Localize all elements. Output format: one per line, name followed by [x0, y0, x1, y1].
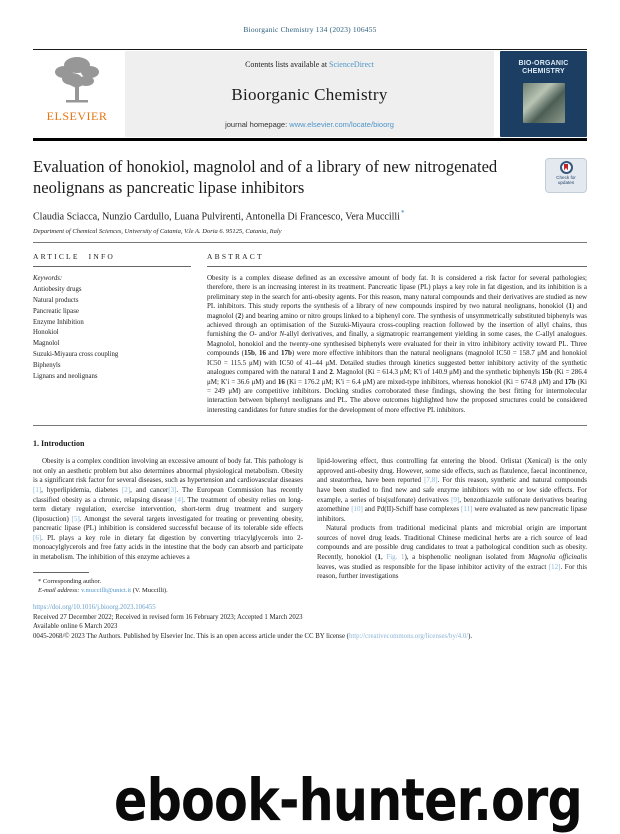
email-label: E-mail address: — [38, 587, 82, 595]
journal-cover-thumbnail[interactable] — [500, 51, 587, 137]
contents-prefix: Contents lists available at — [245, 60, 330, 69]
inline-reference-link[interactable]: [1] — [33, 485, 42, 494]
contents-line — [245, 60, 374, 69]
inline-reference-link[interactable]: [12] — [548, 562, 561, 571]
text-segment: , hyperlipidemia, diabetes — [41, 485, 122, 494]
bookmark-icon — [564, 164, 568, 171]
text-segment: O — [249, 330, 255, 339]
license-link[interactable]: http://creativecommons.org/licenses/by/4.0/ — [348, 632, 469, 640]
inline-reference-link[interactable]: [7,8] — [424, 476, 438, 485]
footnote-corresponding: * Corresponding author. — [38, 577, 102, 585]
doi-line — [33, 603, 587, 613]
update-emblem-icon — [560, 161, 573, 174]
keyword: Enzyme Inhibition — [33, 318, 84, 326]
cover-title — [518, 60, 568, 75]
journal-header — [33, 50, 587, 138]
elsevier-tree-icon — [50, 54, 104, 108]
inline-reference-link[interactable]: [2] — [121, 485, 131, 494]
text-segment: -allyl analogues. Magnolol, honokiol and the twenty-one synthesised biphenyls were evaluated for their in vitro inhibitory activity toward PL. Three compounds ( — [207, 330, 588, 358]
text-segment: ) and magnolol ( — [207, 302, 587, 320]
intro-paragraph — [317, 524, 587, 582]
text-segment: 15b — [541, 368, 553, 377]
footnote-email-line — [33, 586, 303, 596]
journal-homepage-link[interactable]: www.elsevier.com/locate/bioorg — [289, 120, 394, 129]
text-segment: . For this reason, further investigations — [317, 562, 587, 581]
heading-rule — [33, 266, 191, 267]
text-segment: 17b — [564, 377, 576, 386]
keyword: Biphenyls — [33, 362, 61, 370]
text-segment: 2 — [329, 368, 333, 377]
inline-reference-link[interactable]: [4] — [175, 495, 184, 504]
text-segment: , benzothiazole sulfonate derivatives bearing azomethine — [317, 495, 587, 514]
keyword: Honokiol — [33, 329, 59, 337]
text-segment: 16 — [259, 349, 267, 358]
abstract-column — [207, 252, 587, 415]
text-segment: 1 — [312, 368, 316, 377]
intro-right-column — [317, 457, 587, 596]
keyword: Antiobesity drugs — [33, 285, 82, 293]
text-segment: (Ki = 176.2 μM; K′i = 6.4 μM) are mixed-type inhibitors, whereas honokiol (Ki = 674.8 μM) and — [284, 377, 565, 386]
article-title: Evaluation of honokiol, magnolol and of a library of new nitrogenated neolignans as pancreatic lipase inhibitors — [33, 156, 498, 197]
article-footer — [33, 603, 587, 641]
watermark-text: ebook-hunter.org — [114, 766, 582, 834]
keyword: Magnolol — [33, 340, 60, 348]
text-segment: were evaluated as new pancreatic lipase inhibitors. — [317, 505, 588, 523]
copyright-suffix: ). — [468, 632, 473, 640]
journal-reference: Bioorganic Chemistry 134 (2023) 106455 — [243, 25, 377, 34]
text-segment: , — [381, 553, 387, 562]
text-segment: and — [266, 349, 281, 358]
email-link[interactable]: v.muccilli@unict.it — [81, 587, 132, 595]
text-segment: leaves, was studied as responsible for the lipase inhibitor activity of the extract — [317, 562, 549, 571]
copyright-text: 0045-2068/© 2023 The Authors. Published by Elsevier Inc. This is an open access article under the CC BY license ( — [33, 632, 349, 640]
title-row — [33, 156, 587, 198]
inline-reference-link[interactable]: [10] — [351, 505, 363, 514]
text-segment: ) and bearing amino or nitro groups linked to a biphenyl core. The synthesis of unsymmetrically substituted biphenyls was achieved through an optimisation of the Suzuki-Miyaura cross-coupling reaction followed by the insertion of allyl chains, thus furnishing the — [207, 311, 587, 339]
intro-paragraph — [33, 457, 303, 563]
text-segment: and — [315, 368, 330, 377]
text-segment: 17b — [280, 349, 292, 358]
text-segment: . Amongst the several targets investigated for treating or preventing obesity, pancreatic lipase (PL) inhibition is considered successful because of its tolerable side effects — [33, 514, 303, 533]
cover-title-line1: BIO-ORGANIC — [518, 60, 569, 67]
inline-reference-link[interactable]: [3] — [168, 485, 177, 494]
inline-reference-link[interactable]: [9] — [451, 495, 460, 504]
body-columns — [33, 457, 587, 596]
text-segment: Obesity is a complex condition involving an excessive amount of body fat. This pathology is not only an aesthetic problem but also determines abnormal physiological metabolism. Obesity is a significant risk factor for several diseases, such as hypertension and cardiovascular diseases — [33, 457, 303, 485]
text-segment: Magnolia officinalis — [528, 553, 587, 562]
text-segment: N — [279, 330, 285, 339]
inline-reference-link[interactable]: [11] — [461, 505, 473, 514]
article-info-heading: ARTICLE INFO — [33, 252, 115, 262]
text-segment: 15b — [244, 349, 255, 358]
check-for-updates-badge[interactable] — [545, 158, 587, 193]
text-segment: . The treatment of obesity relies on long-term dietary regulation, exercise intervention, short-term drug treatment and surgery (liposuction) — [33, 495, 303, 523]
intro-paragraph — [317, 457, 587, 524]
authors-line — [33, 209, 587, 222]
text-segment: and Pd(II)-Schiff base complexes — [362, 505, 462, 514]
introduction-heading: 1. Introduction — [33, 439, 85, 449]
abstract-bottom-divider — [33, 425, 587, 426]
cover-image — [523, 83, 565, 123]
author-names: Claudia Sciacca, Nunzio Cardullo, Luana Pulvirenti, Antonella Di Francesco, Vera Muccilli — [33, 211, 400, 223]
text-segment: 2 — [237, 311, 242, 320]
info-abstract-section — [33, 243, 587, 415]
journal-banner — [125, 51, 494, 137]
text-segment: . PL plays a key role in dietary fat digestion by converting triacylglycerols into 2-monoacylglycerols and free fatty acids in the intestine that the body can absorb and participate in metabolism. The inhibition of this enzyme achieves a — [33, 533, 303, 562]
text-segment: . For this reason, synthetic and natural compounds have been studied to find new and safe enzyme inhibitors with no or low side effects. For example, a series of bis(sulfonate) derivatives — [317, 476, 588, 504]
text-segment: ), a bisphenolic neolignan isolated from — [404, 553, 529, 562]
elsevier-logo[interactable] — [33, 51, 121, 137]
heading-rule — [207, 266, 587, 267]
text-segment: , — [254, 349, 260, 358]
text-segment: 1 — [568, 302, 573, 311]
copyright-line — [33, 632, 587, 642]
inline-reference-link[interactable]: [5] — [71, 514, 80, 523]
available-line: Available online 6 March 2023 — [33, 623, 118, 631]
corresponding-author-mark[interactable]: * — [400, 208, 405, 217]
text-segment: . Magnolol (Ki = 614.3 μM; K′i of 140.9 μM) and the synthetic biphenyls — [332, 368, 542, 377]
journal-name: Bioorganic Chemistry — [231, 84, 388, 104]
affiliation: Department of Chemical Sciences, University of Catania, V.le A. Doria 6. 95125, Catania, Italy — [33, 228, 282, 236]
keyword: Lignans and neolignans — [33, 372, 98, 380]
keywords-label: Keywords: — [33, 275, 63, 283]
text-segment: lipid-lowering effect, thus controlling fat entering the blood. Orlistat (Xenical) is the only approved anti-obesity drug. However, some side effects, such as flatulence, faecal incontinence, and steatorrhea, have been reported — [317, 457, 587, 485]
article-info-column — [33, 252, 207, 415]
keyword: Suzuki-Miyaura cross coupling — [33, 351, 119, 359]
received-line: Received 27 December 2022; Received in revised form 16 February 2023; Accepted 1 March 2023 — [33, 613, 303, 621]
footnote-divider — [33, 572, 89, 573]
text-segment: , and cancer — [130, 485, 169, 494]
text-segment: . The European Commission has recently classified obesity as a chronic, relapsing disease — [33, 485, 303, 504]
abstract-text — [207, 274, 587, 415]
text-segment: 16 — [277, 377, 285, 386]
text-segment: (Ki = 286.4 μM; K′i = 36.6 μM) and — [207, 368, 588, 386]
cover-title-line2: CHEMISTRY — [522, 67, 565, 75]
homepage-prefix: journal homepage: — [225, 120, 290, 129]
keyword: Natural products — [33, 296, 79, 304]
text-segment: Obesity is a complex disease defined as an excessive amount of body fat. It is considered a risk factor for several pathologies; therefore, there is an increasing interest in its treatment. Pancreatic lipase (PL) plays a key role in fat digestion, and its inhibition is a preliminary step in the search for anti-obesity agents. For this reason, many natural compounds and their derivatives are studied as new PL inhibitors. This study reports the synthesis of a library of new compounds inspired by two natural neolignans, honokiol ( — [207, 274, 587, 311]
sciencedirect-link[interactable]: ScienceDirect — [329, 60, 374, 69]
text-segment: 1 — [377, 553, 381, 562]
email-suffix: (V. Muccilli). — [131, 587, 168, 595]
text-segment: (Ki = 249 μM) are competitive inhibitors. Docking studies corroborated these findings, showing the best fitting for intermolecular interaction between biphenyl neolignans and PL. The above outcomes highlighted how the proposed structures could be considered interesting candidates for future studies for the development of more effective PL inhibitors. — [207, 377, 587, 414]
header-bottom-divider — [33, 138, 587, 141]
elsevier-logo-text: ELSEVIER — [46, 109, 108, 123]
text-segment: - and/or — [254, 330, 280, 339]
text-segment: ) were more effective inhibitors than the natural neolignans (magnolol IC50 = 158.7 μM and honokiol IC50 = 115.5 μM) with IC50 of 41–44 μM. Detailed studies through kinetics suggested better inhibitory activity of the synthetic analogues compared with the natural — [207, 349, 588, 377]
intro-left-column — [33, 457, 303, 596]
keyword: Pancreatic lipase — [33, 307, 79, 315]
text-segment: C — [535, 330, 541, 339]
text-segment: Natural products from traditional medicinal plants and microbial origin are important sources of novel drug leads. Traditional Chinese medicinal herbs are a rich source of lead compounds and are possible drug candidates to treat a pathological condition such as obesity. Recently, honokiol ( — [317, 524, 587, 562]
text-segment: -allyl derivatives, and finally, a sigmatropic rearrangement yielding in some cases, the — [284, 330, 536, 339]
inline-reference-link[interactable]: Fig. 1 — [386, 553, 405, 562]
check-updates-label: Check for updates — [556, 174, 576, 185]
doi-link[interactable]: https://doi.org/10.1016/j.bioorg.2023.106455 — [33, 604, 156, 612]
inline-reference-link[interactable]: [6] — [33, 533, 42, 542]
homepage-line — [225, 120, 394, 129]
abstract-heading: ABSTRACT — [207, 252, 264, 262]
